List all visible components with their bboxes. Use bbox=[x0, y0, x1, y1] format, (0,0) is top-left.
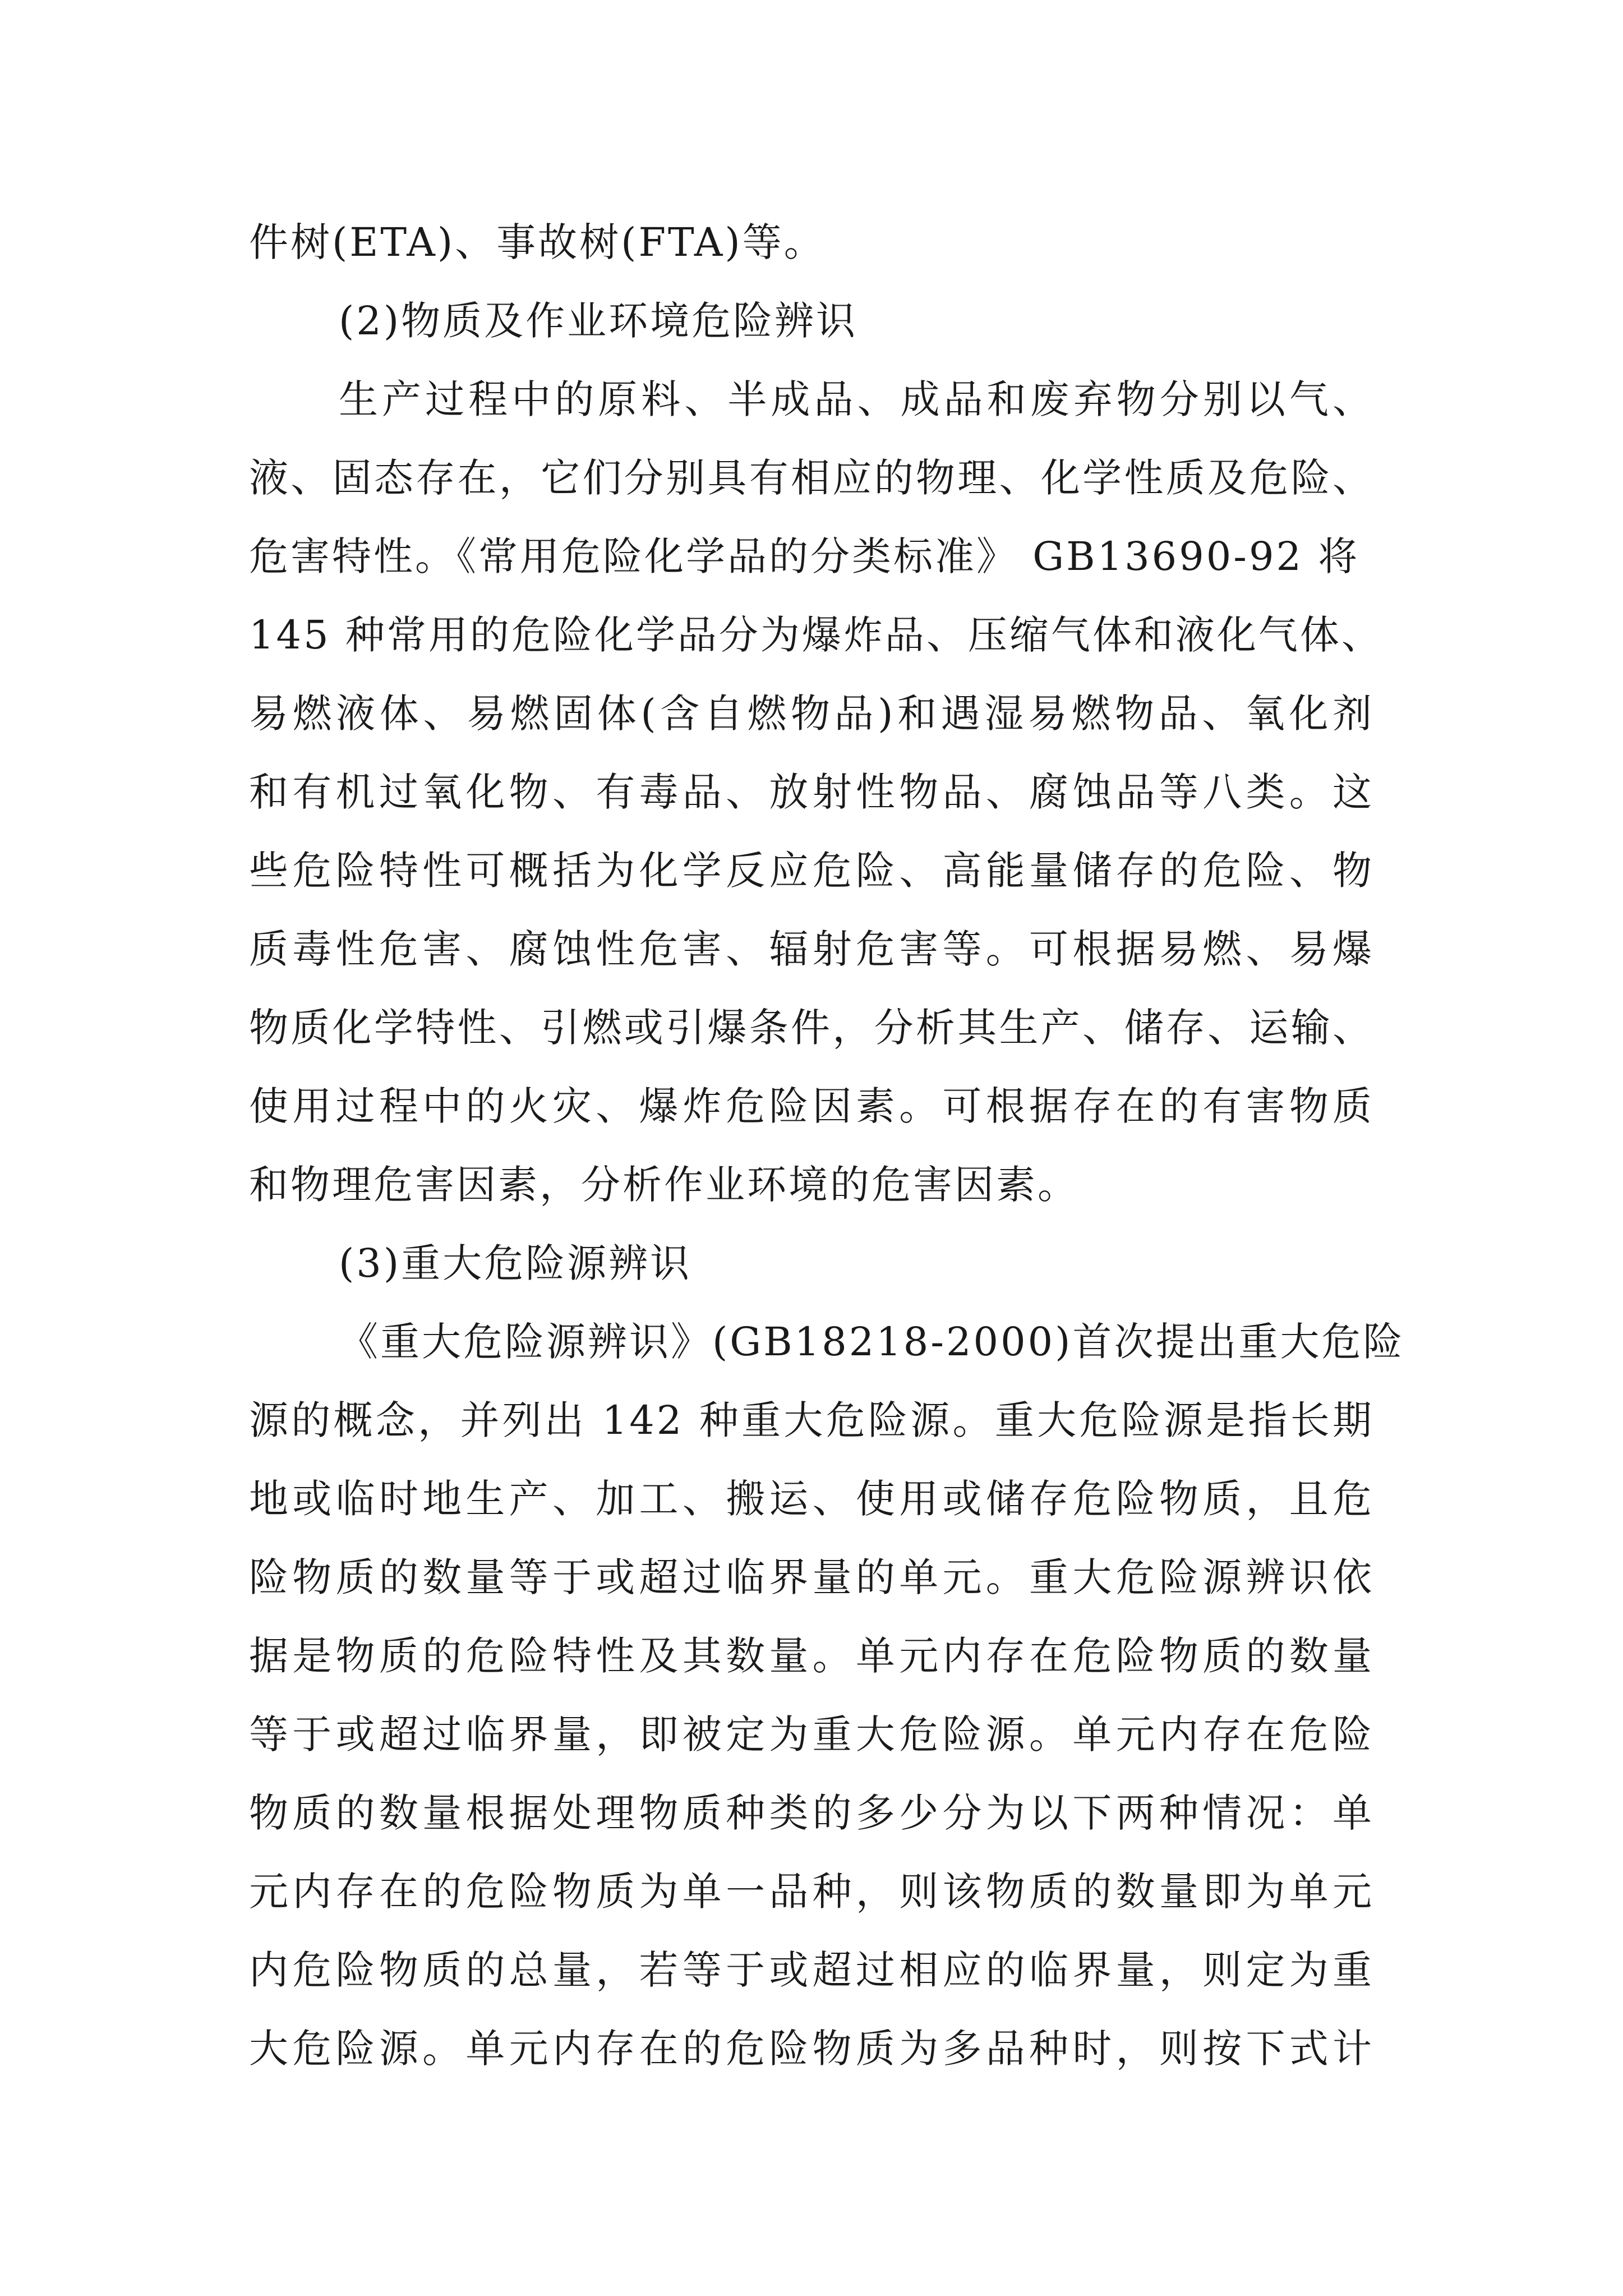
text-line-8: 和有机过氧化物、有毒品、放射性物品、腐蚀品等八类。这 bbox=[249, 769, 1374, 815]
text-line-12: 使用过程中的火灾、爆炸危险因素。可根据存在的有害物质 bbox=[249, 1083, 1374, 1129]
text-line-17: 地或临时地生产、加工、搬运、使用或储存危险物质，且危 bbox=[249, 1476, 1374, 1522]
text-line-21: 物质的数量根据处理物质种类的多少分为以下两种情况：单 bbox=[249, 1790, 1374, 1836]
text-line-11: 物质化学特性、引燃或引爆条件，分析其生产、储存、运输、 bbox=[249, 1005, 1374, 1051]
text-line-16: 源的概念，并列出 142 种重大危险源。重大危险源是指长期 bbox=[249, 1397, 1374, 1443]
text-line-13: 和物理危害因素，分析作业环境的危害因素。 bbox=[249, 1162, 1079, 1208]
text-line-7: 易燃液体、易燃固体(含自燃物品)和遇湿易燃物品、氧化剂 bbox=[249, 691, 1374, 737]
section-heading-2: (2)物质及作业环境危险辨识 bbox=[339, 298, 858, 344]
text-line-1: 件树(ETA)、事故树(FTA)等。 bbox=[249, 219, 826, 265]
text-line-5: 危害特性。《常用危险化学品的分类标准》 GB13690-92 将 bbox=[249, 533, 1360, 579]
text-line-19: 据是物质的危险特性及其数量。单元内存在危险物质的数量 bbox=[249, 1633, 1374, 1679]
text-line-20: 等于或超过临界量，即被定为重大危险源。单元内存在危险 bbox=[249, 1711, 1374, 1757]
text-line-22: 元内存在的危险物质为单一品种，则该物质的数量即为单元 bbox=[249, 1869, 1374, 1915]
text-line-23: 内危险物质的总量，若等于或超过相应的临界量，则定为重 bbox=[249, 1947, 1374, 1993]
text-line-9: 些危险特性可概括为化学反应危险、高能量储存的危险、物 bbox=[249, 848, 1374, 894]
text-line-24: 大危险源。单元内存在的危险物质为多品种时，则按下式计 bbox=[249, 2026, 1374, 2072]
text-line-4: 液、固态存在，它们分别具有相应的物理、化学性质及危险、 bbox=[249, 455, 1374, 501]
text-line-15: 《重大危险源辨识》(GB18218-2000)首次提出重大危险 bbox=[339, 1319, 1405, 1365]
text-line-6: 145 种常用的危险化学品分为爆炸品、压缩气体和液化气体、 bbox=[249, 612, 1383, 658]
section-heading-3: (3)重大危险源辨识 bbox=[339, 1240, 692, 1286]
text-line-3: 生产过程中的原料、半成品、成品和废弃物分别以气、 bbox=[339, 376, 1374, 422]
text-line-10: 质毒性危害、腐蚀性危害、辐射危害等。可根据易燃、易爆 bbox=[249, 926, 1374, 972]
text-line-18: 险物质的数量等于或超过临界量的单元。重大危险源辨识依 bbox=[249, 1554, 1374, 1600]
